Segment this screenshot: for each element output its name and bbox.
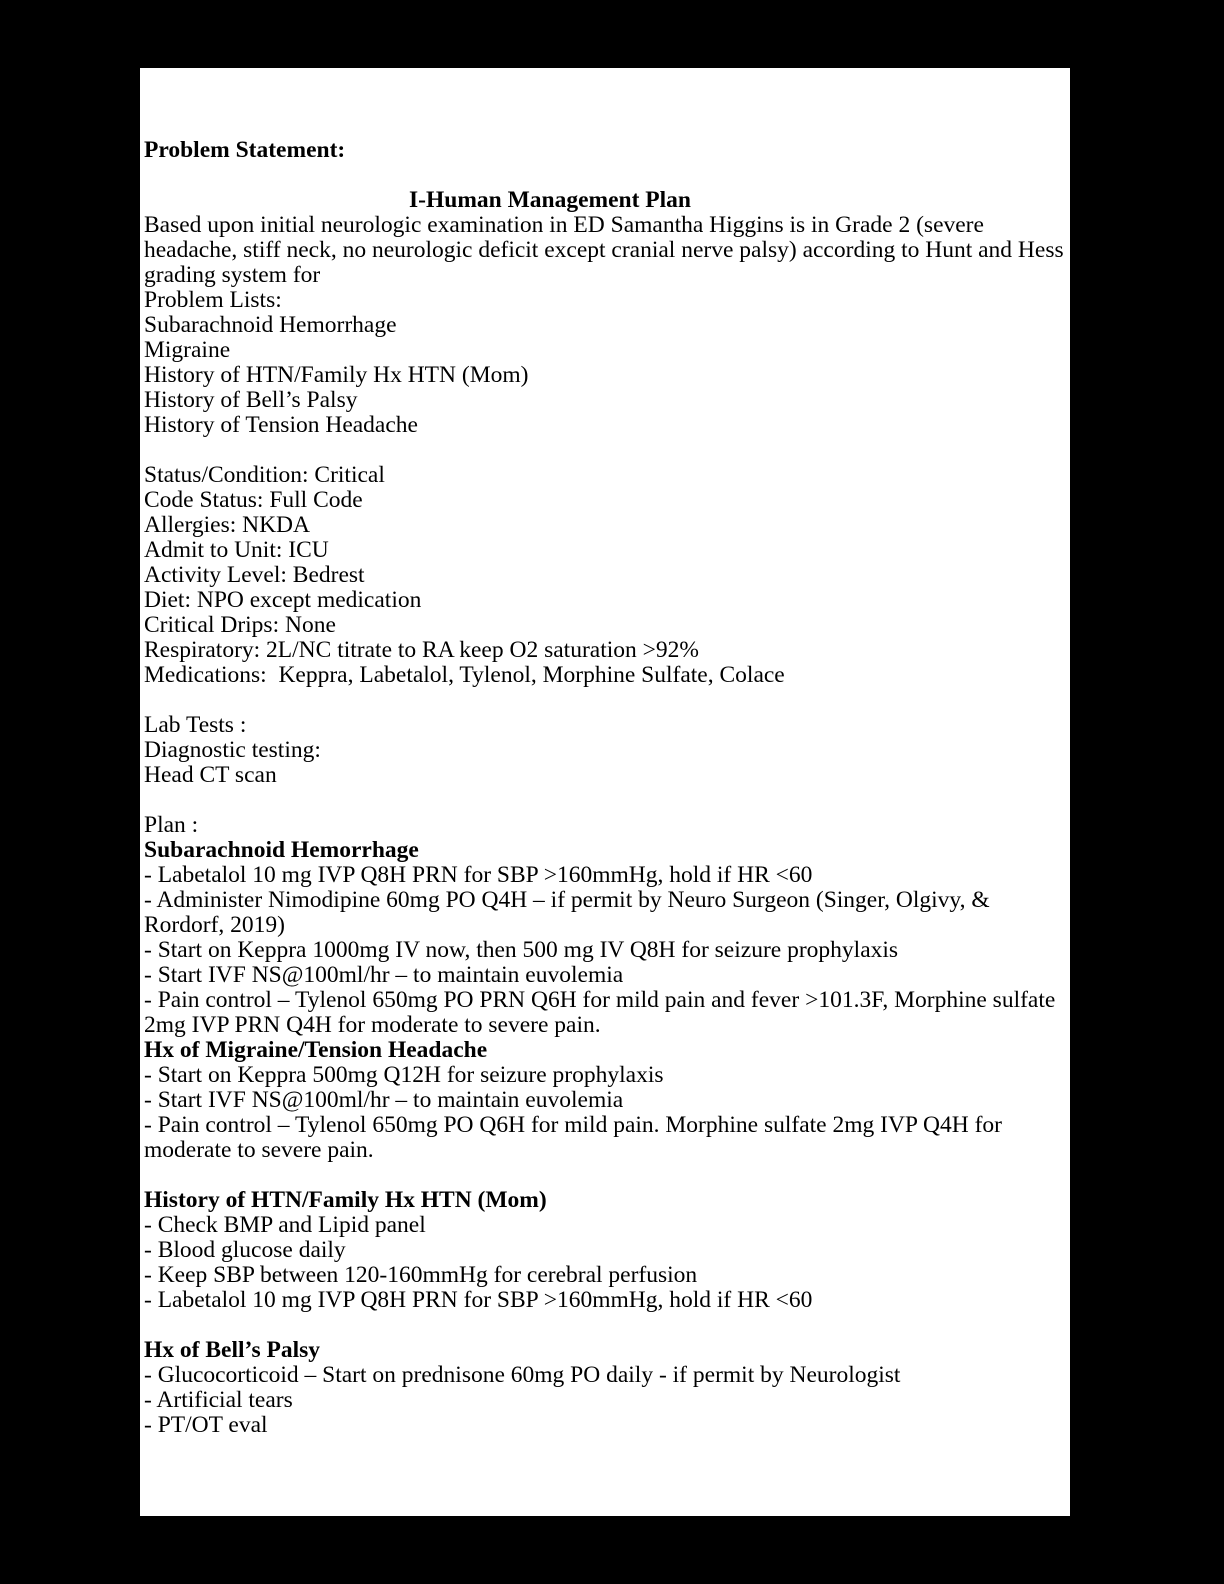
list-item: - PT/OT eval (144, 1412, 268, 1438)
spacer (144, 1163, 1066, 1188)
section-heading: Hx of Migraine/Tension Headache (144, 1037, 488, 1063)
list-item: - Labetalol 10 mg IVP Q8H PRN for SBP >160mmHg, hold if HR <60 (144, 1287, 813, 1313)
list-item: Diagnostic testing: (144, 737, 321, 763)
list-item: - Start on Keppra 500mg Q12H for seizure prophylaxis (144, 1062, 664, 1088)
document-body (144, 138, 1066, 1438)
list-item: Head CT scan (144, 762, 277, 788)
spacer (144, 1313, 1066, 1338)
labs-list (144, 713, 1066, 788)
list-item: - Check BMP and Lipid panel (144, 1212, 426, 1238)
plan-section-migraine (144, 1038, 1066, 1163)
plan-section-sah (144, 838, 1066, 1038)
list-item: Allergies: NKDA (144, 512, 311, 538)
list-item: Status/Condition: Critical (144, 462, 385, 488)
spacer (144, 788, 1066, 813)
list-item: Diet: NPO except medication (144, 587, 422, 613)
document-title: I-Human Management Plan (409, 187, 691, 213)
plan-section-bells-palsy (144, 1338, 1066, 1438)
list-item: Respiratory: 2L/NC titrate to RA keep O2 saturation >92% (144, 637, 699, 663)
problem-lists (144, 313, 1066, 438)
document-page (140, 68, 1070, 1516)
list-item: Migraine (144, 337, 231, 363)
list-item: - Start IVF NS@100ml/hr – to maintain euvolemia (144, 962, 624, 988)
list-item: - Labetalol 10 mg IVP Q8H PRN for SBP >160mmHg, hold if HR <60 (144, 862, 813, 888)
list-item: - Blood glucose daily (144, 1237, 346, 1263)
list-item: - Administer Nimodipine 60mg PO Q4H – if permit by Neuro Surgeon (Singer, Olgivy, & Rordorf, 2019) (144, 887, 990, 938)
section-heading: History of HTN/Family Hx HTN (Mom) (144, 1187, 547, 1213)
plan-section-htn (144, 1188, 1066, 1313)
list-item: History of Bell’s Palsy (144, 387, 358, 413)
list-item: Subarachnoid Hemorrhage (144, 312, 397, 338)
list-item: History of HTN/Family Hx HTN (Mom) (144, 362, 529, 388)
list-item: - Start on Keppra 1000mg IV now, then 500 mg IV Q8H for seizure prophylaxis (144, 937, 899, 963)
list-item: - Glucocorticoid – Start on prednisone 60mg PO daily - if permit by Neurologist (144, 1362, 901, 1388)
section-heading: Hx of Bell’s Palsy (144, 1337, 321, 1363)
list-item: - Start IVF NS@100ml/hr – to maintain euvolemia (144, 1087, 624, 1113)
list-item: - Pain control – Tylenol 650mg PO PRN Q6H for mild pain and fever >101.3F, Morphine sulfate 2mg IVP PRN Q4H for moderate to severe pain. (144, 987, 1056, 1038)
plan-label: Plan : (144, 812, 199, 838)
intro-paragraph: Based upon initial neurologic examination in ED Samantha Higgins is in Grade 2 (severe headache, stiff neck, no neurologic deficit except cranial nerve palsy) according to Hunt and Hess grading system for (144, 212, 1064, 288)
list-item: - Artificial tears (144, 1387, 293, 1413)
spacer (144, 688, 1066, 713)
list-item: Admit to Unit: ICU (144, 537, 329, 563)
problem-statement-heading: Problem Statement: (144, 137, 346, 163)
section-heading: Subarachnoid Hemorrhage (144, 837, 419, 863)
list-item: History of Tension Headache (144, 412, 418, 438)
list-item: Activity Level: Bedrest (144, 562, 365, 588)
list-item: - Keep SBP between 120-160mmHg for cerebral perfusion (144, 1262, 698, 1288)
problem-lists-label: Problem Lists: (144, 287, 282, 313)
list-item: Code Status: Full Code (144, 487, 363, 513)
spacer (144, 163, 1066, 188)
orders-list (144, 463, 1066, 688)
list-item: Lab Tests : (144, 712, 247, 738)
list-item: Medications: Keppra, Labetalol, Tylenol, Morphine Sulfate, Colace (144, 662, 785, 688)
list-item: - Pain control – Tylenol 650mg PO Q6H for mild pain. Morphine sulfate 2mg IVP Q4H for moderate to severe pain. (144, 1112, 1002, 1163)
list-item: Critical Drips: None (144, 612, 336, 638)
spacer (144, 438, 1066, 463)
